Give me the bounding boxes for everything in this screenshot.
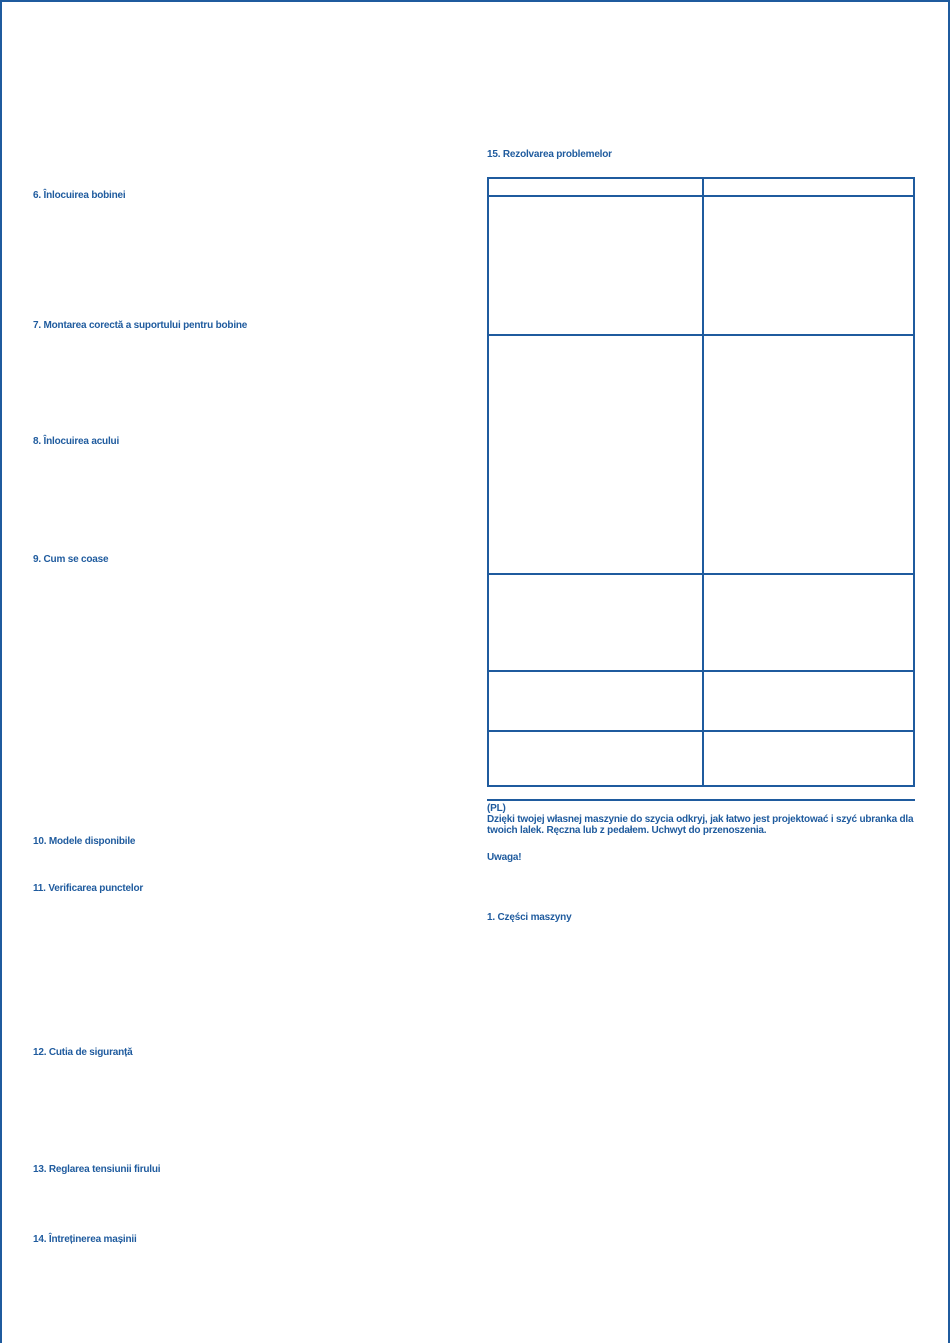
table-row-divider — [489, 573, 913, 575]
table-row-divider — [489, 670, 913, 672]
table-row-divider — [489, 334, 913, 336]
heading-how-to-sew: 9. Cum se coase — [33, 554, 109, 565]
polish-intro — [487, 803, 917, 836]
language-tag: (PL) — [487, 803, 506, 814]
heading-needle-replace: 8. Înlocuirea acului — [33, 436, 120, 447]
heading-available-models: 10. Modele disponibile — [33, 836, 136, 847]
heading-maintenance: 14. Întreținerea mașinii — [33, 1234, 137, 1245]
heading-troubleshooting: 15. Rezolvarea problemelor — [487, 149, 612, 160]
warning-heading: Uwaga! — [487, 852, 522, 863]
table-column-divider — [702, 179, 704, 785]
heading-safety-box: 12. Cutia de siguranță — [33, 1047, 133, 1058]
table-header-divider — [489, 195, 913, 197]
heading-bobbin-replace: 6. Înlocuirea bobinei — [33, 190, 126, 201]
troubleshooting-table — [487, 177, 915, 787]
heading-bobbin-holder: 7. Montarea corectă a suportului pentru bobine — [33, 320, 248, 331]
polish-intro-text: Dzięki twojej własnej maszynie do szycia odkryj, jak łatwo jest projektować i szyć ubranka dla twoich lalek. Ręczna lub z pedałem. Uchwyt do przenoszenia. — [487, 814, 914, 836]
section-divider — [487, 799, 915, 801]
table-row-divider — [489, 730, 913, 732]
heading-machine-parts: 1. Części maszyny — [487, 912, 572, 923]
heading-stitch-check: 11. Verificarea punctelor — [33, 883, 144, 894]
heading-thread-tension: 13. Reglarea tensiunii firului — [33, 1164, 161, 1175]
